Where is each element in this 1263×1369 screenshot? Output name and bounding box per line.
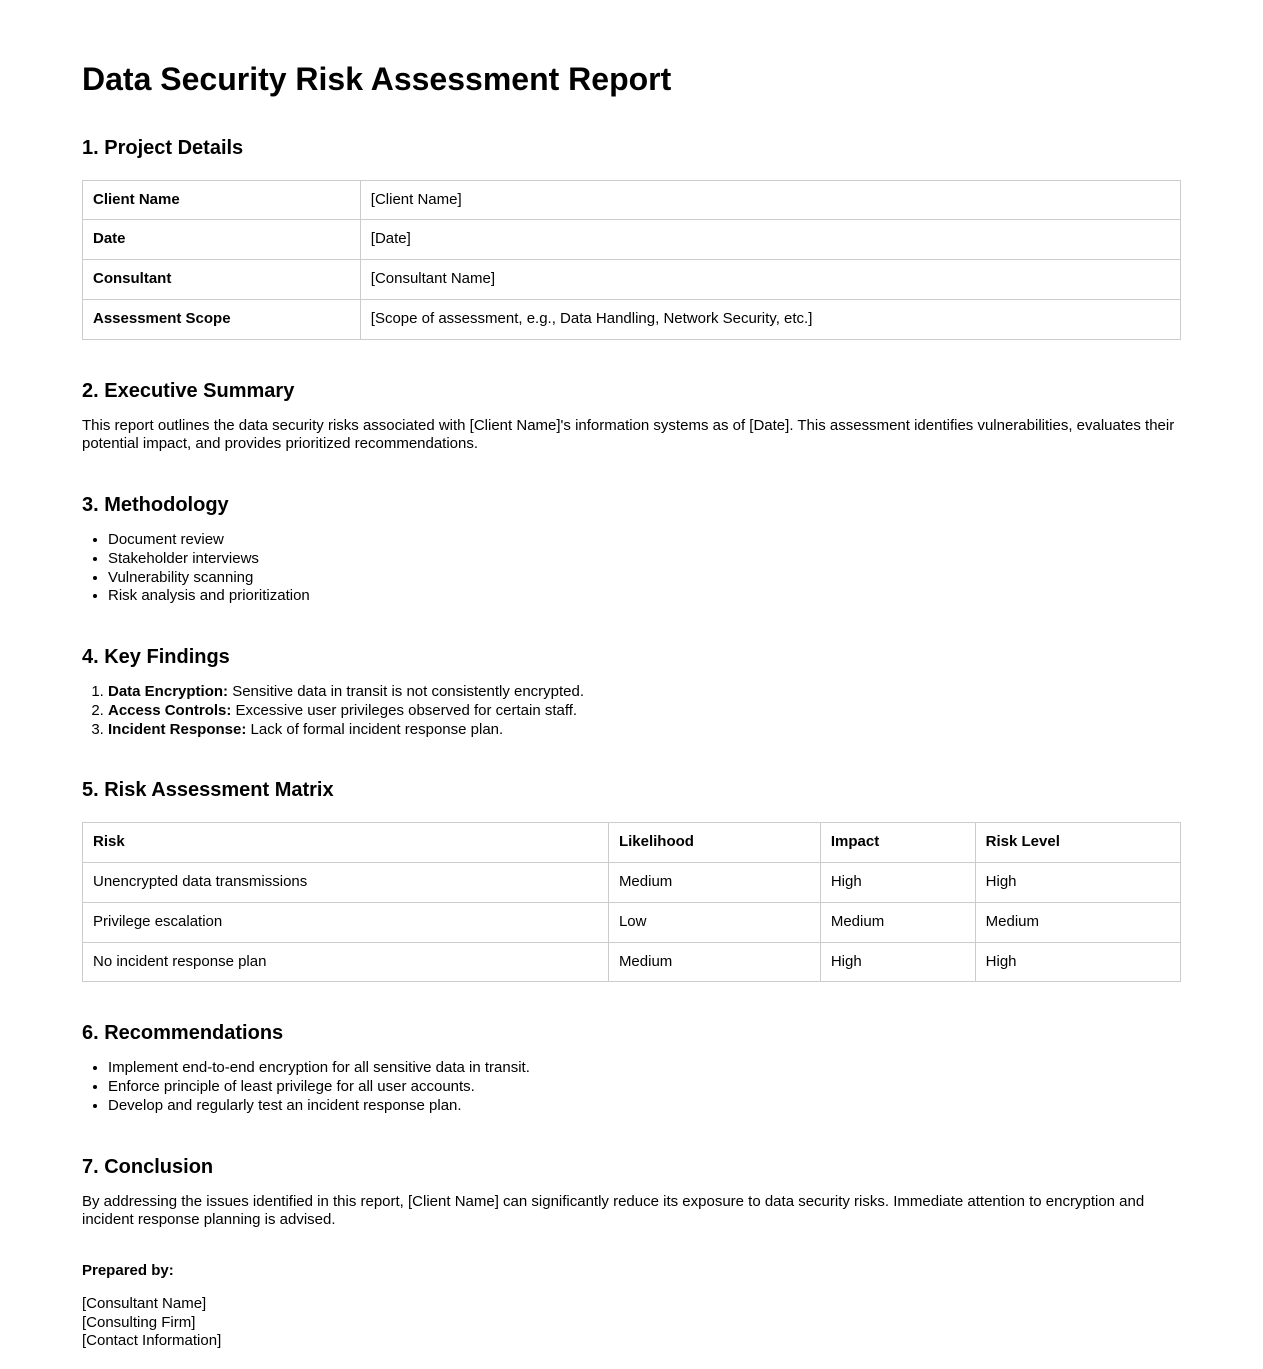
list-item (108, 683, 1181, 702)
report-page (82, 0, 1181, 1350)
detail-value-date: [Date] (360, 220, 1180, 260)
finding-label: Data Encryption: (108, 683, 229, 701)
cell-likelihood: Low (608, 902, 820, 942)
cell-impact: High (820, 942, 975, 982)
detail-label-consultant: Consultant (83, 260, 361, 300)
list-item: • Develop and regularly test an incident response plan. (108, 1097, 1181, 1116)
section-heading-risk-matrix: 5. Risk Assessment Matrix (82, 779, 334, 802)
cell-impact: Medium (820, 902, 975, 942)
column-header-impact: Impact (820, 823, 975, 863)
cell-risk: No incident response plan (83, 942, 609, 982)
signature-block (82, 1295, 1181, 1351)
table-row (83, 863, 1181, 903)
list-item: • Enforce principle of least privilege for all user accounts. (108, 1078, 1181, 1097)
cell-risk-level: Medium (975, 902, 1180, 942)
cell-likelihood: Medium (608, 863, 820, 903)
list-item: • Vulnerability scanning (108, 569, 1181, 588)
methodology-list (82, 531, 1181, 606)
cell-risk: Privilege escalation (83, 902, 609, 942)
table-header-row (83, 823, 1181, 863)
conclusion-text: By addressing the issues identified in this report, [Client Name] can significantly reduce its exposure to data security risks. Immediate attention to encryption and incident response planning is advised. (82, 1192, 1145, 1229)
risk-matrix-table (82, 822, 1181, 982)
column-header-risk: Risk (83, 823, 609, 863)
column-header-risk-level: Risk Level (975, 823, 1180, 863)
list-item (108, 721, 1181, 740)
detail-label-client-name: Client Name (83, 180, 361, 220)
list-item (108, 702, 1181, 721)
list-item: • Document review (108, 531, 1181, 550)
detail-label-date: Date (83, 220, 361, 260)
finding-label: Incident Response: (108, 720, 247, 738)
key-findings-list (82, 683, 1181, 739)
table-row (83, 902, 1181, 942)
column-header-likelihood: Likelihood (608, 823, 820, 863)
table-row (83, 299, 1181, 339)
detail-value-client-name: [Client Name] (360, 180, 1180, 220)
finding-text: Sensitive data in transit is not consistently encrypted. (232, 683, 585, 701)
signature-consulting-firm: [Consulting Firm] (82, 1313, 196, 1331)
page-title: Data Security Risk Assessment Report (82, 61, 672, 97)
cell-risk-level: High (975, 942, 1180, 982)
section-heading-methodology: 3. Methodology (82, 494, 229, 517)
finding-text: Lack of formal incident response plan. (250, 720, 504, 738)
list-item: • Risk analysis and prioritization (108, 587, 1181, 606)
table-row (83, 180, 1181, 220)
cell-risk-level: High (975, 863, 1180, 903)
cell-risk: Unencrypted data transmissions (83, 863, 609, 903)
finding-label: Access Controls: (108, 701, 232, 719)
signature-contact-information: [Contact Information] (82, 1332, 222, 1350)
section-heading-project-details: 1. Project Details (82, 136, 244, 159)
table-row (83, 220, 1181, 260)
list-item: • Implement end-to-end encryption for all sensitive data in transit. (108, 1059, 1181, 1078)
detail-value-consultant: [Consultant Name] (360, 260, 1180, 300)
cell-impact: High (820, 863, 975, 903)
section-heading-key-findings: 4. Key Findings (82, 646, 230, 669)
cell-likelihood: Medium (608, 942, 820, 982)
section-heading-recommendations: 6. Recommendations (82, 1022, 284, 1045)
finding-text: Excessive user privileges observed for certain staff. (235, 701, 578, 719)
table-row (83, 260, 1181, 300)
signature-consultant-name: [Consultant Name] (82, 1294, 207, 1312)
section-heading-conclusion: 7. Conclusion (82, 1155, 214, 1178)
table-row (83, 942, 1181, 982)
executive-summary-text: This report outlines the data security risks associated with [Client Name]'s information systems as of [Date]. This assessment identifies vulnerabilities, evaluates their potential impact, and provides prioritized recommendations. (82, 416, 1175, 453)
prepared-by-heading: Prepared by: (82, 1262, 174, 1280)
recommendations-list (82, 1059, 1181, 1115)
project-details-table (82, 180, 1181, 340)
section-heading-executive-summary: 2. Executive Summary (82, 379, 295, 402)
detail-value-assessment-scope: [Scope of assessment, e.g., Data Handling, Network Security, etc.] (360, 299, 1180, 339)
detail-label-assessment-scope: Assessment Scope (83, 299, 361, 339)
list-item: • Stakeholder interviews (108, 550, 1181, 569)
